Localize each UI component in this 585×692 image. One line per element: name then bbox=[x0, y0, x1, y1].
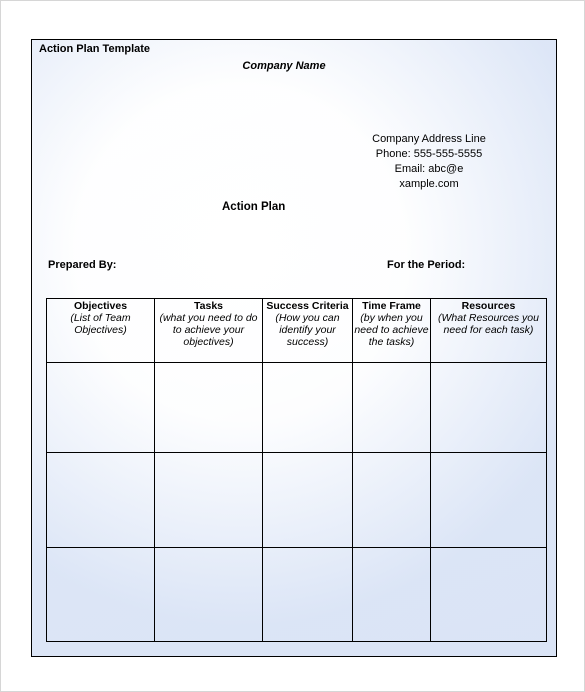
company-address-block bbox=[357, 132, 501, 192]
column-title: Tasks bbox=[194, 300, 223, 312]
email-line: Email: abc@e bbox=[394, 163, 464, 175]
table-cell[interactable] bbox=[431, 363, 547, 453]
phone-line: Phone: 555-555-5555 bbox=[375, 148, 483, 160]
table-cell[interactable] bbox=[263, 453, 353, 548]
column-title: Success Criteria bbox=[266, 300, 349, 312]
column-title: Time Frame bbox=[362, 300, 421, 312]
table-cell[interactable] bbox=[155, 548, 263, 642]
prepared-by-label: Prepared By: bbox=[48, 259, 117, 271]
table-cell[interactable] bbox=[47, 453, 155, 548]
table-cell[interactable] bbox=[263, 363, 353, 453]
table-cell[interactable] bbox=[155, 363, 263, 453]
table-cell[interactable] bbox=[353, 548, 431, 642]
table-row bbox=[47, 548, 547, 642]
table-row bbox=[47, 453, 547, 548]
table-cell[interactable] bbox=[47, 548, 155, 642]
table-row bbox=[47, 363, 547, 453]
column-subtitle: (by when you need to achieve the tasks) bbox=[354, 312, 429, 348]
table-cell[interactable] bbox=[353, 453, 431, 548]
column-subtitle: (what you need to do to achieve your objectives) bbox=[159, 312, 258, 348]
table-cell[interactable] bbox=[353, 363, 431, 453]
table-header-row bbox=[47, 299, 547, 363]
column-subtitle: (What Resources you need for each task) bbox=[438, 312, 539, 336]
column-subtitle: (How you can identify your success) bbox=[275, 312, 340, 348]
column-header-objectives bbox=[47, 299, 155, 363]
column-title: Objectives bbox=[73, 300, 128, 312]
table-cell[interactable] bbox=[431, 548, 547, 642]
column-header-success-criteria bbox=[263, 299, 353, 363]
column-title: Resources bbox=[461, 300, 516, 312]
column-subtitle: (List of Team Objectives) bbox=[70, 312, 131, 336]
action-plan-table bbox=[46, 298, 547, 642]
column-header-tasks bbox=[155, 299, 263, 363]
email-line-continued: xample.com bbox=[399, 178, 459, 190]
company-name: Company Name bbox=[242, 60, 326, 72]
table-cell[interactable] bbox=[47, 363, 155, 453]
table-cell[interactable] bbox=[431, 453, 547, 548]
document-title: Action Plan Template bbox=[39, 43, 151, 55]
for-period-label: For the Period: bbox=[387, 259, 466, 271]
address-line: Company Address Line bbox=[372, 133, 486, 145]
action-plan-heading: Action Plan bbox=[222, 201, 286, 213]
document-page bbox=[31, 39, 557, 657]
column-header-time-frame bbox=[353, 299, 431, 363]
table-cell[interactable] bbox=[263, 548, 353, 642]
table-cell[interactable] bbox=[155, 453, 263, 548]
column-header-resources bbox=[431, 299, 547, 363]
